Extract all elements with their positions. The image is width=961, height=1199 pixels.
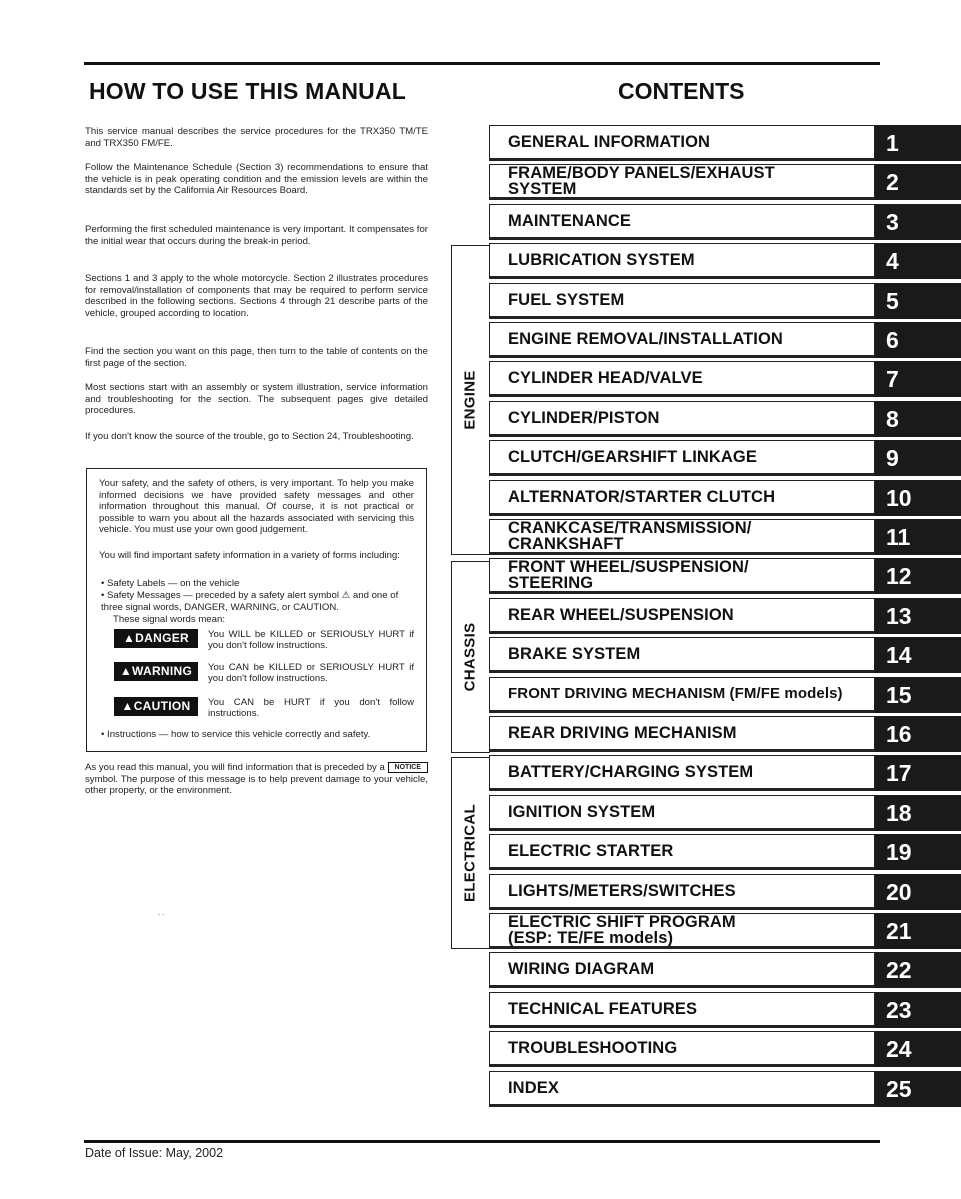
toc-title-line-1: GENERAL INFORMATION bbox=[508, 133, 711, 151]
toc-title-line-1: BATTERY/CHARGING SYSTEM bbox=[508, 763, 754, 781]
toc-entry-12[interactable] bbox=[489, 558, 961, 594]
danger-badge: ▲DANGER bbox=[114, 629, 198, 648]
toc-title-line-1: FRONT WHEEL/SUSPENSION/ bbox=[508, 558, 749, 576]
toc-section-title bbox=[489, 283, 875, 319]
top-rule bbox=[84, 62, 880, 65]
toc-title-line-2: (ESP: TE/FE models) bbox=[508, 929, 674, 947]
toc-section-number: 18 bbox=[875, 795, 961, 831]
toc-title-line-1: MAINTENANCE bbox=[508, 212, 632, 230]
contents-heading: CONTENTS bbox=[618, 78, 745, 104]
toc-entry-5[interactable] bbox=[489, 283, 961, 319]
toc-section-number: 12 bbox=[875, 558, 961, 594]
toc-section-title bbox=[489, 322, 875, 358]
intro-paragraph-7: If you don't know the source of the trouble, go to Section 24, Troubleshooting. bbox=[85, 431, 414, 442]
toc-title-line-1: TECHNICAL FEATURES bbox=[508, 1000, 698, 1018]
signal-words-text: These signal words mean: bbox=[113, 614, 225, 625]
intro-paragraph-4: Sections 1 and 3 apply to the whole motorcycle. Section 2 illustrates procedures for removal/installation of components that may be required to perform service described in the following sections. Sections 4 through 21 describe parts of the vehicle, grouped according to location. bbox=[85, 273, 428, 319]
toc-entry-11[interactable] bbox=[489, 519, 961, 555]
notice-paragraph bbox=[85, 762, 428, 797]
toc-title-line-1: WIRING DIAGRAM bbox=[508, 960, 655, 978]
toc-section-number: 13 bbox=[875, 598, 961, 634]
stray-mark: - - bbox=[158, 912, 165, 919]
manual-heading: HOW TO USE THIS MANUAL bbox=[89, 78, 407, 104]
toc-entry-24[interactable] bbox=[489, 1031, 961, 1067]
toc-entry-10[interactable] bbox=[489, 480, 961, 516]
toc-section-title bbox=[489, 1071, 875, 1107]
toc-title-line-1: REAR WHEEL/SUSPENSION bbox=[508, 606, 734, 624]
toc-section-number: 14 bbox=[875, 637, 961, 673]
engine-group-label: ENGINE bbox=[461, 370, 479, 430]
toc-entry-15[interactable] bbox=[489, 677, 961, 713]
toc-section-number: 1 bbox=[875, 125, 961, 161]
toc-section-number: 5 bbox=[875, 283, 961, 319]
toc-title-line-1: CLUTCH/GEARSHIFT LINKAGE bbox=[508, 448, 757, 466]
toc-title-line-2: SYSTEM bbox=[508, 180, 577, 198]
safety-messages-bullet: • Safety Messages — preceded by a safety alert symbol ⚠ and one of three signal words, DANGER, WARNING, or CAUTION. bbox=[101, 590, 399, 613]
toc-entry-17[interactable] bbox=[489, 755, 961, 791]
caution-description: You CAN be HURT if you don't follow instructions. bbox=[208, 697, 414, 719]
toc-section-title bbox=[489, 795, 875, 831]
toc-title-line-2: CRANKSHAFT bbox=[508, 535, 624, 553]
toc-title-line-1: CRANKCASE/TRANSMISSION/ bbox=[508, 519, 752, 537]
toc-title-line-2: STEERING bbox=[508, 574, 594, 592]
toc-section-title bbox=[489, 401, 875, 437]
toc-section-number: 7 bbox=[875, 361, 961, 397]
warning-description: You CAN be KILLED or SERIOUSLY HURT if you don't follow instructions. bbox=[208, 662, 414, 684]
toc-section-number: 22 bbox=[875, 952, 961, 988]
toc-section-title bbox=[489, 519, 875, 555]
issue-date: Date of Issue: May, 2002 bbox=[85, 1146, 224, 1160]
bottom-rule bbox=[84, 1140, 880, 1143]
toc-entry-20[interactable] bbox=[489, 874, 961, 910]
toc-section-title bbox=[489, 637, 875, 673]
intro-paragraph-2: Follow the Maintenance Schedule (Section 3) recommendations to ensure that the vehicle is in peak operating condition and the emission levels are within the standards set by the California Air Resources Board. bbox=[85, 162, 428, 196]
toc-section-title bbox=[489, 834, 875, 870]
chassis-group-label: CHASSIS bbox=[461, 622, 479, 692]
toc-title-line-1: FUEL SYSTEM bbox=[508, 291, 625, 309]
toc-entry-22[interactable] bbox=[489, 952, 961, 988]
toc-entry-9[interactable] bbox=[489, 440, 961, 476]
toc-entry-8[interactable] bbox=[489, 401, 961, 437]
toc-entry-3[interactable] bbox=[489, 204, 961, 240]
toc-section-number: 16 bbox=[875, 716, 961, 752]
notice-text-before: As you read this manual, you will find information that is preceded by a bbox=[85, 762, 385, 774]
toc-entry-23[interactable] bbox=[489, 992, 961, 1028]
safety-labels-bullet: • Safety Labels — on the vehicle bbox=[101, 578, 240, 589]
toc-title-line-1: ENGINE REMOVAL/INSTALLATION bbox=[508, 330, 783, 348]
toc-entry-19[interactable] bbox=[489, 834, 961, 870]
toc-section-title bbox=[489, 480, 875, 516]
toc-section-title bbox=[489, 440, 875, 476]
toc-title-line-1: ELECTRIC SHIFT PROGRAM bbox=[508, 913, 736, 931]
toc-section-title bbox=[489, 755, 875, 791]
toc-section-title bbox=[489, 361, 875, 397]
toc-section-number: 10 bbox=[875, 480, 961, 516]
toc-section-number: 21 bbox=[875, 913, 961, 949]
intro-paragraph-5: Find the section you want on this page, then turn to the table of contents on the first page of the section. bbox=[85, 346, 428, 369]
toc-entry-13[interactable] bbox=[489, 598, 961, 634]
notice-text-after: symbol. The purpose of this message is to help prevent damage to your vehicle, other property, or the environment. bbox=[85, 773, 428, 797]
toc-entry-7[interactable] bbox=[489, 361, 961, 397]
toc-section-title bbox=[489, 677, 875, 713]
toc-title-line-1: ALTERNATOR/STARTER CLUTCH bbox=[508, 488, 776, 506]
toc-section-number: 9 bbox=[875, 440, 961, 476]
toc-title-line-1: LIGHTS/METERS/SWITCHES bbox=[508, 882, 736, 900]
intro-paragraph-1: This service manual describes the service procedures for the TRX350 TM/TE and TRX350 FM/FE. bbox=[85, 126, 428, 149]
toc-section-title bbox=[489, 164, 875, 200]
toc-section-number: 23 bbox=[875, 992, 961, 1028]
toc-entry-18[interactable] bbox=[489, 795, 961, 831]
toc-section-title bbox=[489, 558, 875, 594]
toc-title-line-1: CYLINDER/PISTON bbox=[508, 409, 660, 427]
toc-section-title bbox=[489, 992, 875, 1028]
toc-entry-1[interactable] bbox=[489, 125, 961, 161]
toc-title-line-1: REAR DRIVING MECHANISM bbox=[508, 724, 737, 742]
toc-section-number: 6 bbox=[875, 322, 961, 358]
toc-title-line-1: IGNITION SYSTEM bbox=[508, 803, 656, 821]
toc-section-title bbox=[489, 598, 875, 634]
instructions-bullet: • Instructions — how to service this vehicle correctly and safety. bbox=[101, 729, 371, 740]
toc-entry-14[interactable] bbox=[489, 637, 961, 673]
electrical-group-label: ELECTRICAL bbox=[461, 804, 479, 902]
toc-section-title bbox=[489, 204, 875, 240]
toc-section-number: 4 bbox=[875, 243, 961, 279]
toc-title-line-1: CYLINDER HEAD/VALVE bbox=[508, 369, 703, 387]
toc-title-line-1: TROUBLESHOOTING bbox=[508, 1039, 678, 1057]
toc-section-title bbox=[489, 243, 875, 279]
safety-forms-text: You will find important safety information in a variety of forms including: bbox=[99, 550, 400, 561]
toc-title-line-1: INDEX bbox=[508, 1079, 559, 1097]
toc-section-number: 25 bbox=[875, 1071, 961, 1107]
safety-info-box bbox=[86, 468, 427, 752]
toc-entry-4[interactable] bbox=[489, 243, 961, 279]
toc-section-number: 24 bbox=[875, 1031, 961, 1067]
toc-section-title bbox=[489, 716, 875, 752]
safety-intro-text: Your safety, and the safety of others, is very important. To help you make informed decisions we have provided safety messages and other information throughout this manual. Of course, it is not practical or possible to warn you about all the hazards associated with servicing this vehicle. You must use your own good judgement. bbox=[99, 478, 414, 535]
toc-entry-6[interactable] bbox=[489, 322, 961, 358]
toc-section-number: 19 bbox=[875, 834, 961, 870]
toc-entry-21[interactable] bbox=[489, 913, 961, 949]
toc-section-title bbox=[489, 1031, 875, 1067]
toc-section-number: 2 bbox=[875, 164, 961, 200]
toc-title-line-1: FRONT DRIVING MECHANISM (FM/FE models) bbox=[508, 685, 843, 702]
toc-section-number: 15 bbox=[875, 677, 961, 713]
toc-entry-2[interactable] bbox=[489, 164, 961, 200]
toc-title-line-1: LUBRICATION SYSTEM bbox=[508, 251, 695, 269]
toc-section-number: 17 bbox=[875, 755, 961, 791]
caution-badge: ▲CAUTION bbox=[114, 697, 198, 716]
notice-badge: NOTICE bbox=[388, 762, 428, 773]
toc-entry-25[interactable] bbox=[489, 1071, 961, 1107]
toc-title-line-1: BRAKE SYSTEM bbox=[508, 645, 641, 663]
toc-title-line-1: FRAME/BODY PANELS/EXHAUST bbox=[508, 164, 775, 182]
toc-section-title bbox=[489, 952, 875, 988]
toc-section-number: 11 bbox=[875, 519, 961, 555]
toc-section-title bbox=[489, 874, 875, 910]
toc-section-number: 20 bbox=[875, 874, 961, 910]
toc-title-line-1: ELECTRIC STARTER bbox=[508, 842, 674, 860]
toc-section-title bbox=[489, 913, 875, 949]
toc-section-title bbox=[489, 125, 875, 161]
warning-badge: ▲WARNING bbox=[114, 662, 198, 681]
danger-description: You WILL be KILLED or SERIOUSLY HURT if you don't follow instructions. bbox=[208, 629, 414, 651]
toc-section-number: 8 bbox=[875, 401, 961, 437]
toc-entry-16[interactable] bbox=[489, 716, 961, 752]
intro-paragraph-3: Performing the first scheduled maintenance is very important. It compensates for the initial wear that occurs during the break-in period. bbox=[85, 224, 428, 247]
intro-paragraph-6: Most sections start with an assembly or system illustration, service information and troubleshooting for the section. The subsequent pages give detailed procedures. bbox=[85, 382, 428, 416]
toc-section-number: 3 bbox=[875, 204, 961, 240]
